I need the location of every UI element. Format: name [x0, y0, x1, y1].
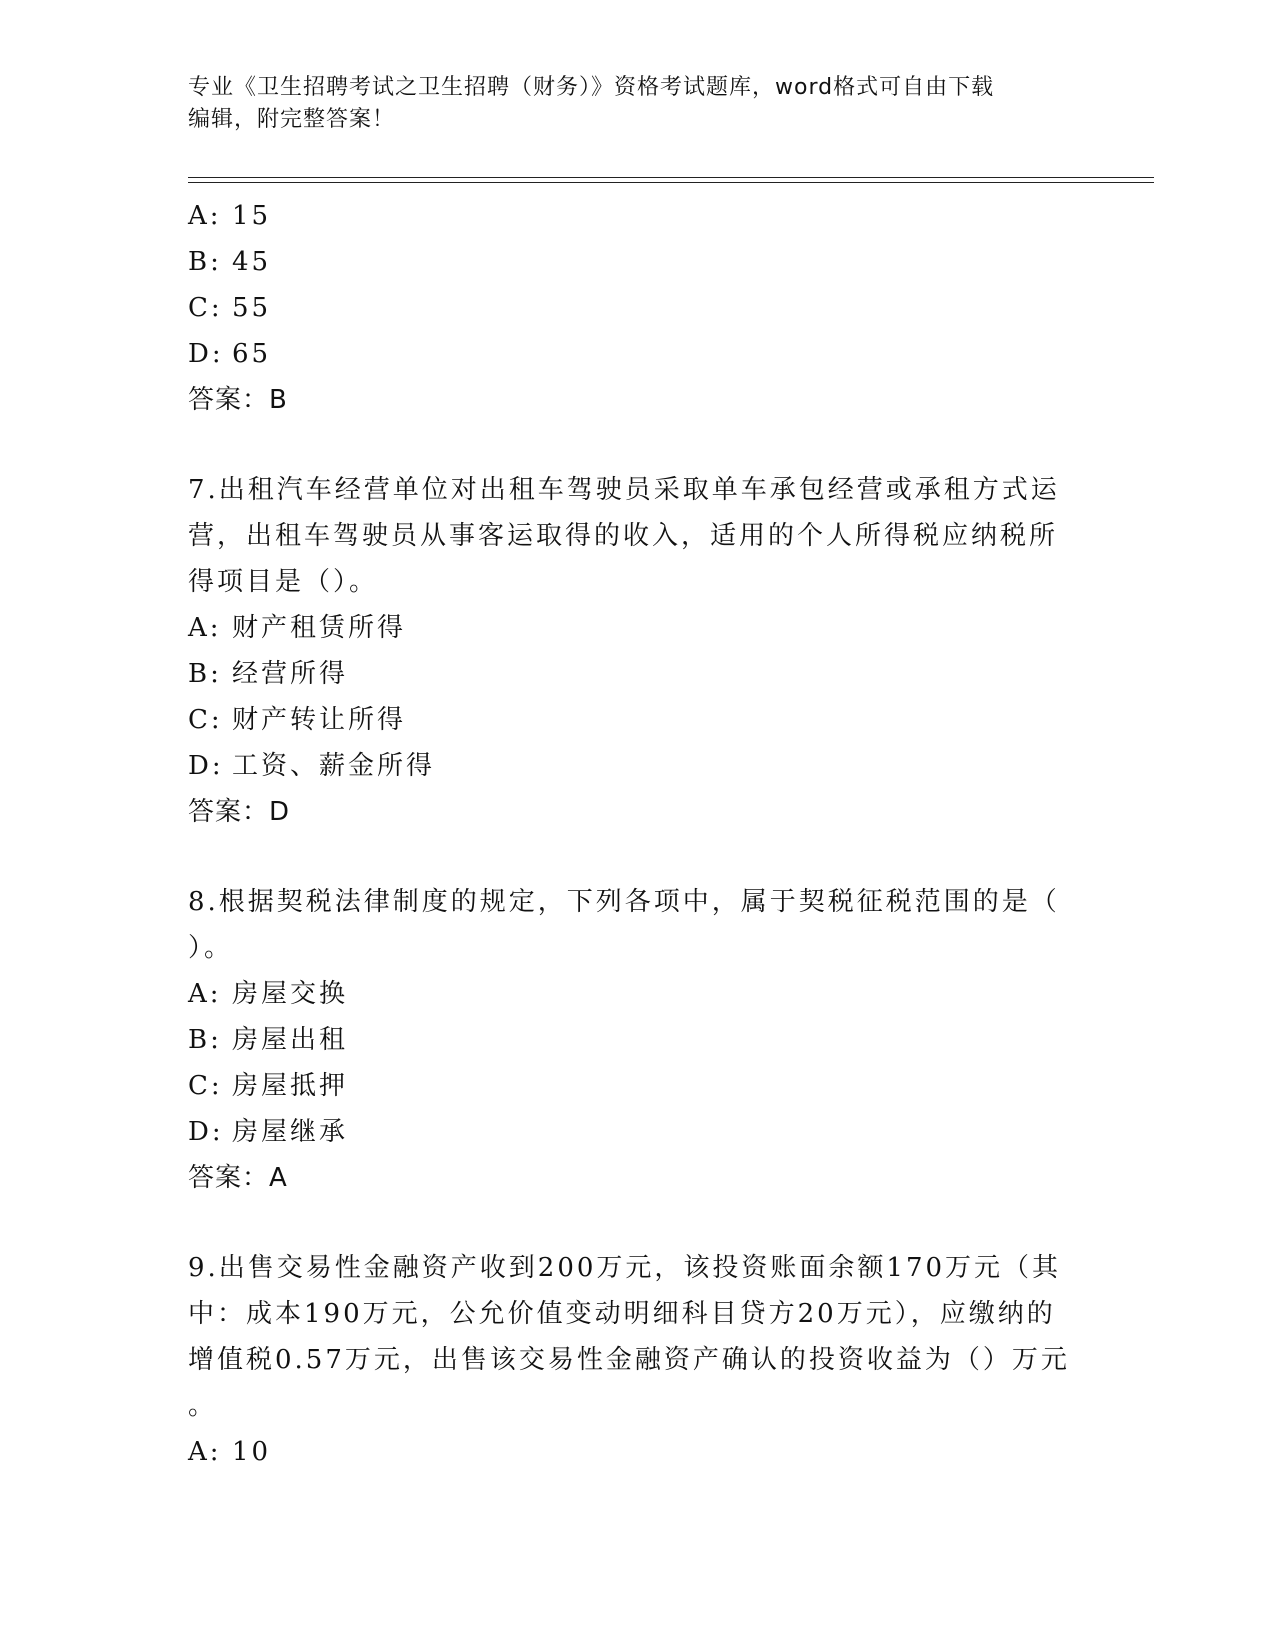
question-7 [188, 467, 1088, 835]
option-letter: D: [188, 751, 224, 781]
question-6 [188, 193, 1088, 423]
spacer [188, 423, 1088, 467]
option-letter: A: [188, 201, 222, 231]
option-text: 经营所得 [232, 659, 349, 689]
option-d [188, 743, 1088, 789]
document-header [188, 72, 1088, 136]
option-text: 财产租赁所得 [232, 613, 407, 643]
option-letter: D: [188, 339, 224, 369]
question-8 [188, 879, 1088, 1201]
option-c [188, 1063, 1088, 1109]
option-text: 45 [232, 247, 272, 277]
option-a [188, 193, 1088, 239]
question-text-line: 8.根据契税法律制度的规定，下列各项中，属于契税征税范围的是（ [188, 887, 1060, 917]
option-text: 房屋交换 [232, 979, 349, 1009]
question-text-line: 营，出租车驾驶员从事客运取得的收入，适用的个人所得税应纳税所 [188, 521, 1059, 551]
option-c [188, 697, 1088, 743]
option-a [188, 1429, 1088, 1475]
option-text: 工资、薪金所得 [232, 751, 436, 781]
option-text: 房屋继承 [232, 1117, 349, 1147]
spacer [188, 835, 1088, 879]
option-letter: B: [188, 247, 222, 277]
option-b [188, 239, 1088, 285]
answer-line: 答案：B [188, 385, 288, 415]
question-text-line: 9.出售交易性金融资产收到200万元，该投资账面余额170万元（其 [188, 1253, 1062, 1283]
question-9 [188, 1245, 1088, 1475]
option-text: 10 [232, 1437, 272, 1467]
option-c [188, 285, 1088, 331]
option-letter: B: [188, 659, 222, 689]
option-text: 财产转让所得 [232, 705, 407, 735]
option-b [188, 651, 1088, 697]
question-text-line: 中：成本190万元，公允价值变动明细科目贷方20万元），应缴纳的 [188, 1299, 1056, 1329]
option-letter: B: [188, 1025, 222, 1055]
header-divider [188, 177, 1154, 183]
option-letter: C: [188, 705, 223, 735]
option-text: 65 [232, 339, 272, 369]
option-a [188, 971, 1088, 1017]
option-text: 15 [232, 201, 272, 231]
option-letter: C: [188, 1071, 223, 1101]
question-text-line: 得项目是（）。 [188, 567, 379, 597]
question-list [188, 193, 1088, 1475]
header-line-2: 编辑，附完整答案！ [188, 107, 396, 132]
option-letter: A: [188, 613, 222, 643]
option-d [188, 331, 1088, 377]
answer-line: 答案：A [188, 1163, 288, 1193]
answer-line: 答案：D [188, 797, 291, 827]
option-text: 房屋抵押 [232, 1071, 349, 1101]
spacer [188, 1201, 1088, 1245]
header-line-1: 专业《卫生招聘考试之卫生招聘（财务）》资格考试题库，word格式可自由下载 [188, 75, 995, 100]
question-text-line: 增值税0.57万元，出售该交易性金融资产确认的投资收益为（）万元 [188, 1345, 1070, 1375]
option-d [188, 1109, 1088, 1155]
option-letter: A: [188, 1437, 222, 1467]
question-text-line: ）。 [188, 933, 234, 963]
option-letter: A: [188, 979, 222, 1009]
option-letter: D: [188, 1117, 224, 1147]
question-text-line: 。 [188, 1391, 218, 1421]
option-text: 房屋出租 [232, 1025, 349, 1055]
option-text: 55 [232, 293, 272, 323]
option-a [188, 605, 1088, 651]
option-letter: C: [188, 293, 223, 323]
question-text-line: 7.出租汽车经营单位对出租车驾驶员采取单车承包经营或承租方式运 [188, 475, 1060, 505]
option-b [188, 1017, 1088, 1063]
